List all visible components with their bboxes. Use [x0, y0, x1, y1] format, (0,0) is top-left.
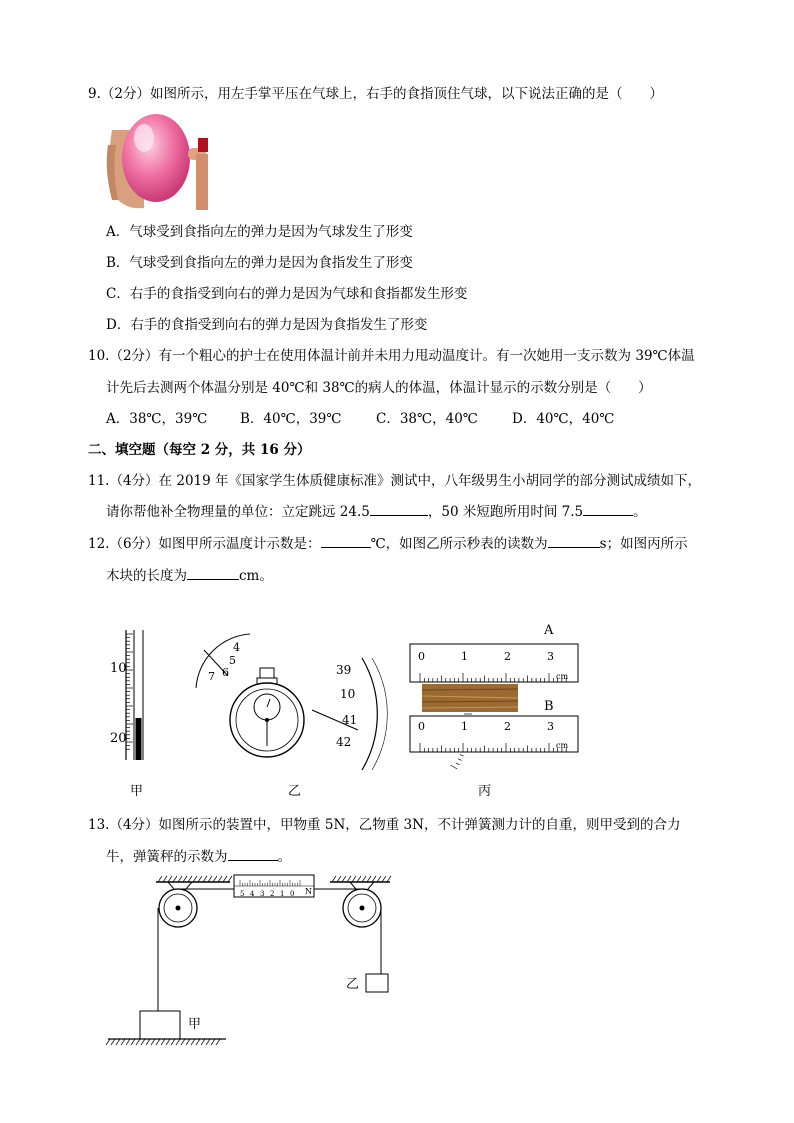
ruler-b-2: 2: [504, 720, 511, 733]
big-dial-10: 10: [340, 687, 356, 701]
q12-text-e: cm。: [239, 568, 273, 584]
q12-blank-3[interactable]: [187, 566, 239, 580]
section-title: 二、填空题（每空 2 分，共 16 分）: [88, 442, 311, 458]
beam-hatch: [163, 876, 167, 882]
ground-hatch: [136, 1039, 140, 1045]
dial-tick: [458, 759, 462, 761]
scale-0: 0: [290, 890, 295, 898]
ground-hatch: [141, 1039, 145, 1045]
ground-hatch: [211, 1039, 215, 1045]
q9-option-c: C．右手的食指受到向右的弹力是因为气球和食指都发生形变: [106, 286, 468, 302]
ground-hatch: [161, 1039, 165, 1045]
beam-hatch: [357, 876, 361, 882]
q13-line1: 13.（4分）如图所示的装置中，甲物重 5N，乙物重 3N，不计弹簧测力计的自重，则甲受到的合力: [88, 817, 681, 833]
q10-option-b: B．40℃，39℃: [240, 411, 342, 427]
beam-hatch: [337, 876, 341, 882]
q13-text-a: 牛，弹簧秤的示数为: [106, 849, 228, 865]
beam-hatch: [377, 876, 381, 882]
ground-hatch: [201, 1039, 205, 1045]
q9-option-d: D．右手的食指受到向右的弹力是因为食指发生了形变: [106, 317, 428, 333]
beam-hatch: [382, 876, 386, 882]
beam-hatch: [183, 876, 187, 882]
caption-jia: 甲: [130, 784, 144, 799]
scale-1: 1: [280, 890, 285, 898]
ruler-b-0: 0: [418, 720, 425, 733]
q11-text-b: ，50 米短跑所用时间 7.5: [427, 504, 584, 520]
ground-hatch: [181, 1039, 185, 1045]
q11-text-a: 请你帮他补全物理量的单位：立定跳远 24.5: [106, 504, 370, 520]
beam-hatch: [367, 876, 371, 882]
q12-text-c: s；如图丙所示: [599, 536, 688, 552]
beam-hatch: [387, 876, 391, 882]
q12-blank-1[interactable]: [321, 534, 371, 548]
thermo-label-10: 10: [110, 661, 127, 676]
q11-line2: [106, 500, 647, 520]
ground-hatch: [176, 1039, 180, 1045]
beam-hatch: [198, 876, 202, 882]
scale-5: 5: [240, 890, 245, 898]
ruler-b-1: 1: [461, 720, 468, 733]
small-dial-6: 6: [222, 666, 229, 679]
q10-line2: 计先后去测两个体温分别是 40℃和 38℃的病人的体温，体温计显示的示数分别是（ ）: [106, 380, 652, 396]
balloon-photo: [104, 110, 208, 210]
q11-line1: 11.（4分）在 2019 年《国家学生体质健康标准》测试中，八年级男生小胡同学的部分测试成绩如下，: [88, 473, 701, 489]
ground-hatch: [146, 1039, 150, 1045]
ground-hatch: [131, 1039, 135, 1045]
scale-4: 4: [250, 890, 255, 898]
ruler-a-1: 1: [461, 650, 468, 663]
small-dial-4: 4: [233, 641, 240, 654]
beam-hatch: [158, 876, 162, 882]
beam-hatch: [347, 876, 351, 882]
beam-hatch: [342, 876, 346, 882]
ruler-b-3: 3: [547, 720, 554, 733]
ground-hatch: [151, 1039, 155, 1045]
q10-line1: 10.（2分）有一个粗心的护士在使用体温计前并未用力甩动温度计。有一次她用一支示数为 39℃体温: [88, 348, 695, 364]
scale-2: 2: [270, 890, 275, 898]
small-dial-5: 5: [229, 654, 236, 667]
beam-hatch: [208, 876, 212, 882]
beam-hatch: [213, 876, 217, 882]
scale-unit: N: [305, 887, 312, 896]
beam-hatch: [193, 876, 197, 882]
beam-hatch: [203, 876, 207, 882]
beam-hatch: [228, 876, 232, 882]
ground-hatch: [121, 1039, 125, 1045]
beam-hatch: [352, 876, 356, 882]
q10-option-d: D．40℃，40℃: [512, 411, 615, 427]
ruler-a-label: A: [544, 623, 554, 638]
small-dial-7: 7: [208, 670, 215, 683]
q13-text-b: 。: [277, 849, 291, 865]
q10-option-c: C．38℃，40℃: [376, 411, 478, 427]
q12-line2: [106, 564, 273, 584]
beam-hatch: [362, 876, 366, 882]
q12-blank-2[interactable]: [548, 534, 600, 548]
dial-tick: [460, 755, 464, 757]
ruler-a-unit: cm: [556, 672, 569, 681]
thermometer: [110, 630, 143, 760]
q12-text-b: ℃，如图乙所示秒表的读数为: [370, 536, 548, 552]
beam-hatch: [218, 876, 222, 882]
ruler-a-3: 3: [547, 650, 554, 663]
ground-hatch: [166, 1039, 170, 1045]
ruler-a-2: 2: [504, 650, 511, 663]
q12-text-d: 木块的长度为: [106, 568, 187, 584]
ruler-b-unit: cm: [556, 741, 569, 750]
ground-hatch: [206, 1039, 210, 1045]
q12-text-a: 12.（6分）如图甲所示温度计示数是：: [88, 536, 321, 552]
ground-hatch: [126, 1039, 130, 1045]
beam-hatch: [173, 876, 177, 882]
big-dial-41: 41: [342, 713, 358, 727]
q12-figure: [100, 620, 600, 805]
beam-hatch: [188, 876, 192, 882]
ruler-figure: [410, 623, 578, 752]
dial-tick: [456, 763, 460, 765]
q9-option-b: B．气球受到食指向左的弹力是因为食指发生了形变: [106, 255, 413, 271]
ground-hatch: [191, 1039, 195, 1045]
beam-hatch: [372, 876, 376, 882]
ground-hatch: [171, 1039, 175, 1045]
q12-line1: [88, 532, 688, 552]
scale-3: 3: [260, 890, 265, 898]
ground-hatch: [106, 1039, 110, 1045]
ground-hatch: [111, 1039, 115, 1045]
ground-hatch: [196, 1039, 200, 1045]
q10-option-a: A．38℃，39℃: [106, 411, 208, 427]
ground-hatch: [116, 1039, 120, 1045]
label-jia: 甲: [188, 1017, 202, 1032]
q11-blank-2[interactable]: [583, 502, 633, 516]
beam-hatch: [332, 876, 336, 882]
q9-stem: 9.（2分）如图所示，用左手掌平压在气球上，右手的食指顶住气球，以下说法正确的是（ ）: [88, 86, 663, 102]
q11-text-c: 。: [633, 504, 647, 520]
label-yi: 乙: [346, 977, 360, 992]
q9-option-a: A．气球受到食指向左的弹力是因为气球发生了形变: [106, 224, 413, 240]
caption-yi: 乙: [288, 784, 302, 799]
caption-bing: 丙: [478, 784, 492, 799]
dial-tick: [450, 765, 457, 769]
ruler-b-label: B: [544, 699, 554, 714]
beam-hatch: [168, 876, 172, 882]
ground-hatch: [186, 1039, 190, 1045]
big-dial-42: 42: [336, 735, 352, 749]
q11-blank-1[interactable]: [370, 502, 428, 516]
q13-pulley-figure: [100, 868, 410, 1050]
beam-hatch: [178, 876, 182, 882]
ruler-a-0: 0: [418, 650, 425, 663]
q13-line2: [106, 845, 291, 865]
beam-hatch: [223, 876, 227, 882]
thermo-label-20: 20: [110, 731, 127, 746]
q13-blank[interactable]: [228, 847, 278, 861]
ground-hatch: [216, 1039, 220, 1045]
big-dial-39: 39: [336, 663, 352, 677]
ground-hatch: [156, 1039, 160, 1045]
